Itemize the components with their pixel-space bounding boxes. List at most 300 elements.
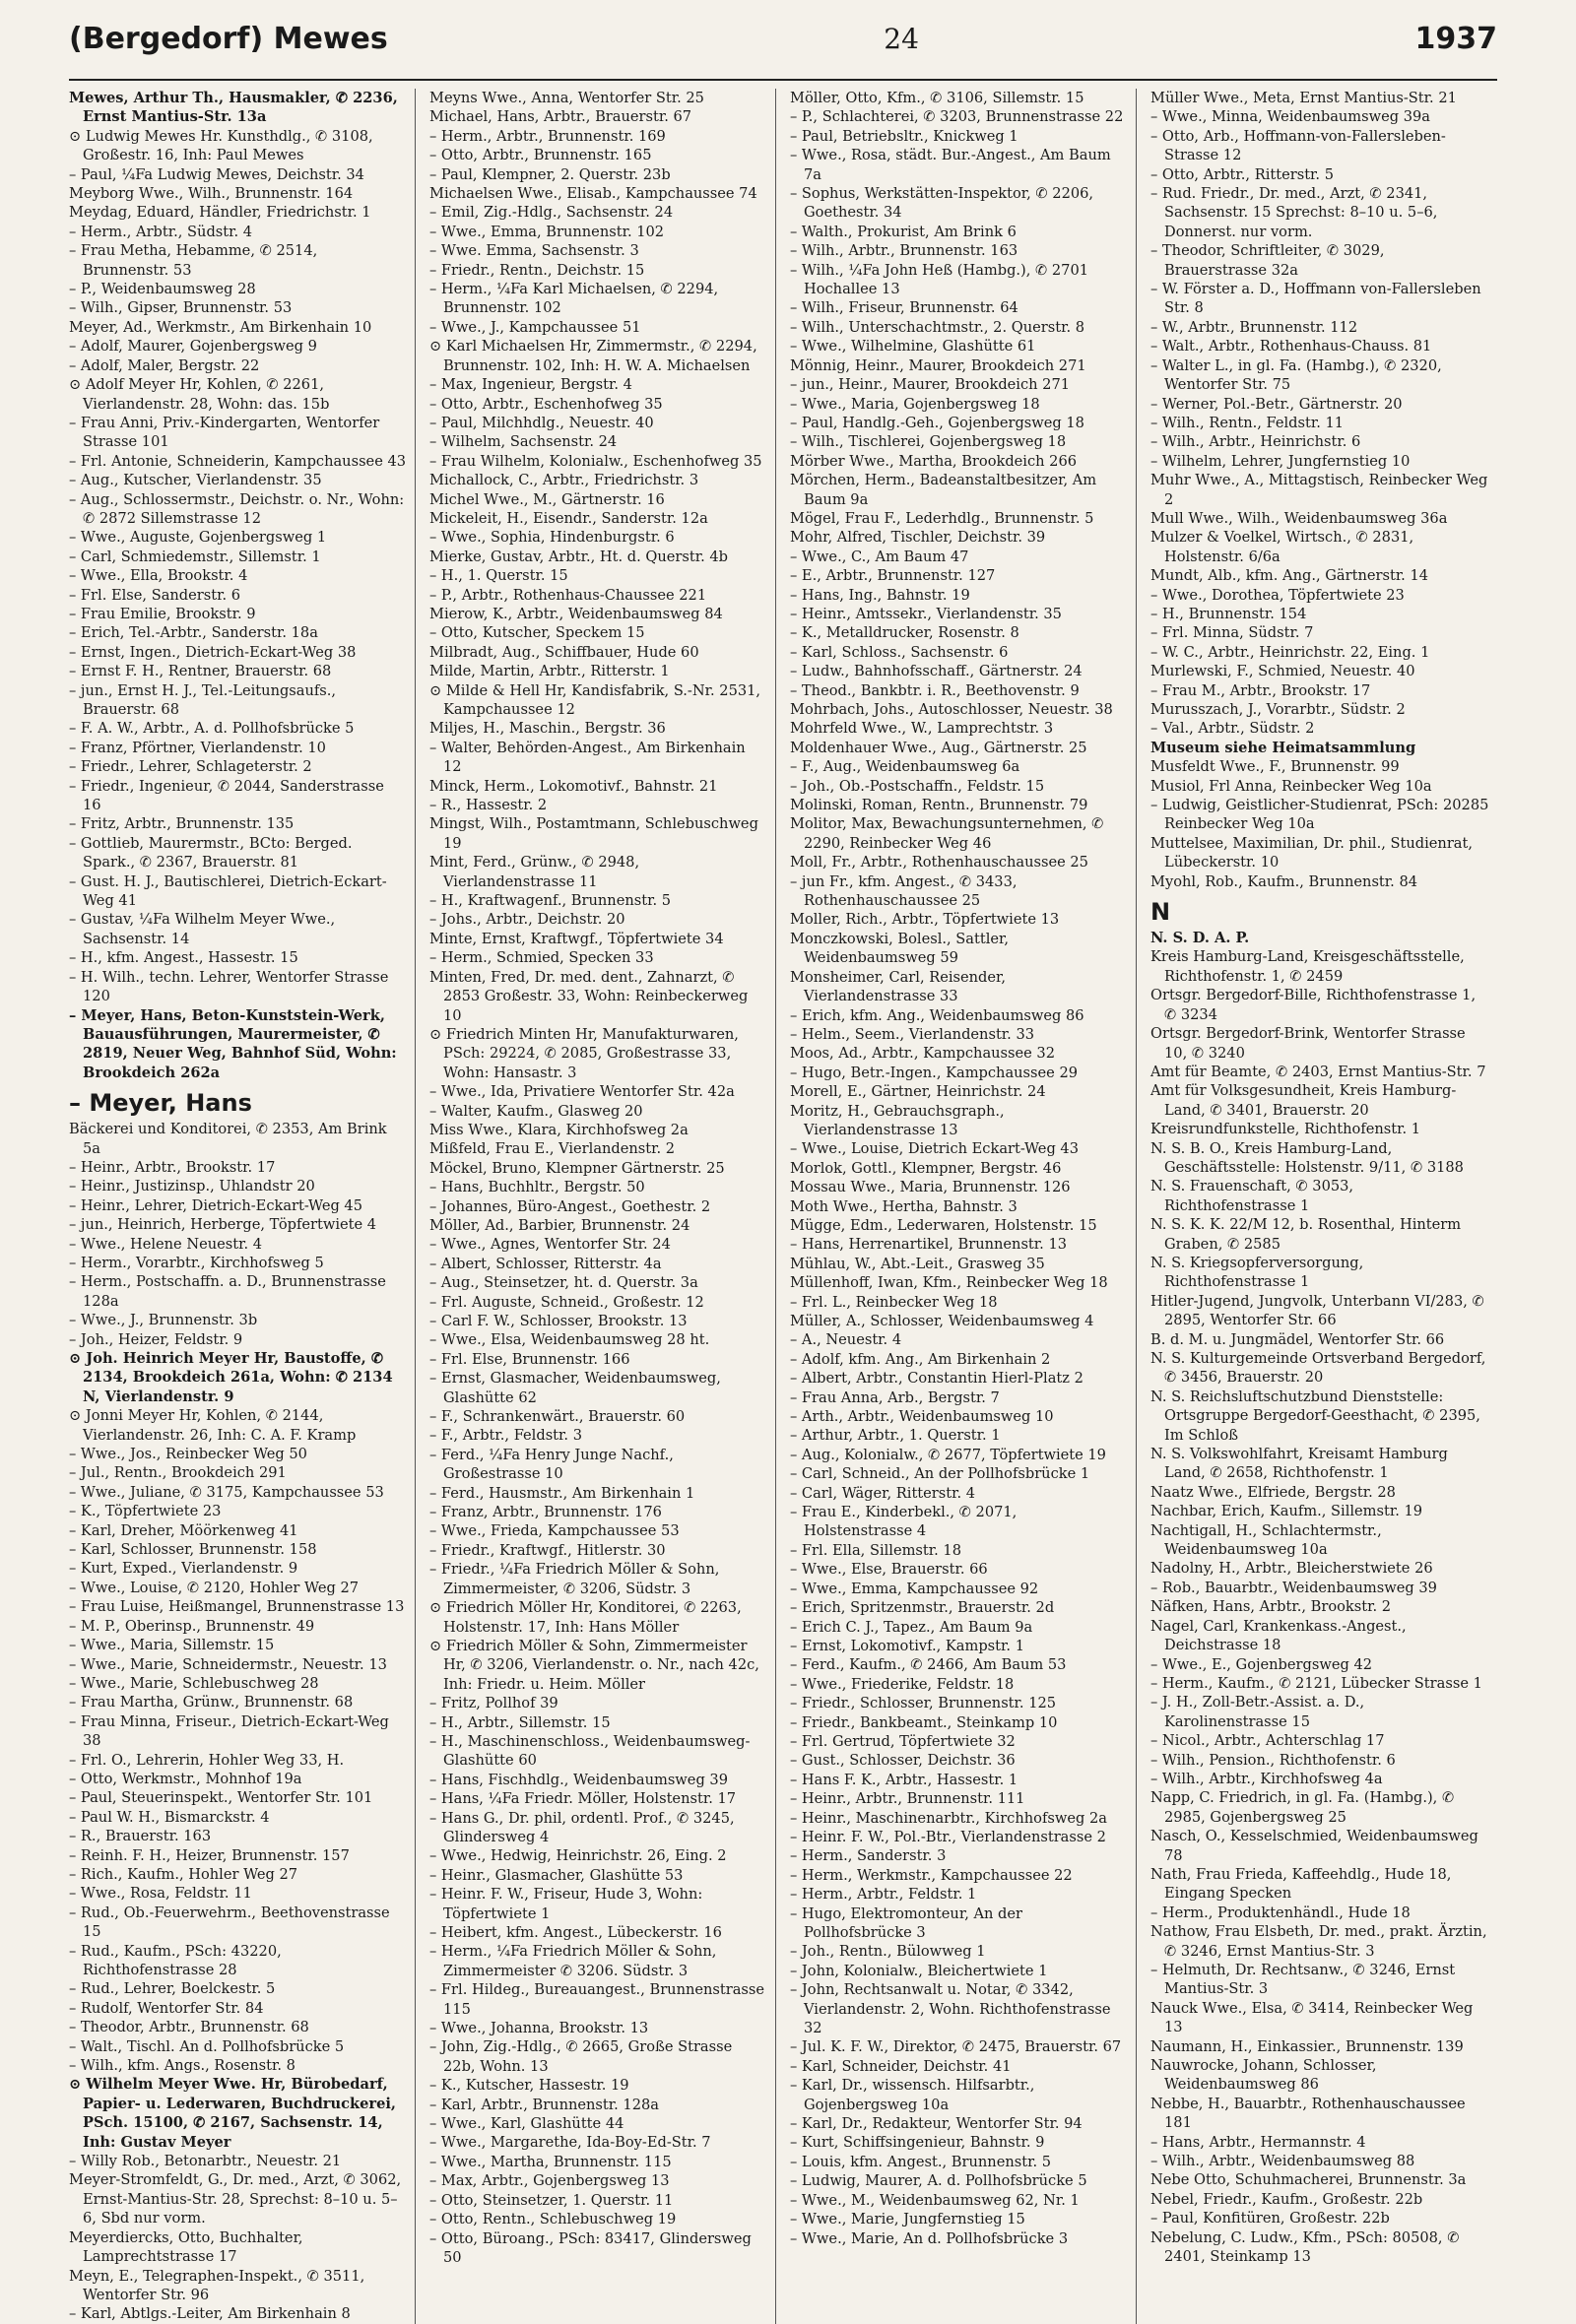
directory-entry: – H., kfm. Angest., Hassestr. 15 — [69, 949, 298, 967]
directory-entry: – Friedr., Ingenieur, ✆ 2044, Sanderstrasse 16 — [69, 777, 384, 814]
directory-entry: – K., Metalldrucker, Rosenstr. 8 — [790, 624, 1019, 642]
directory-entry: Mörber Wwe., Martha, Brookdeich 266 — [790, 452, 1078, 470]
directory-entry: Mierow, K., Arbtr., Weidenbaumsweg 84 — [429, 605, 723, 622]
directory-entry: – Heinr., Amtssekr., Vierlandenstr. 35 — [790, 605, 1062, 622]
column-4 — [1150, 89, 1497, 2324]
directory-entry: – Rud., Kaufm., PSch: 43220, Richthofenstrasse 28 — [69, 1942, 282, 1978]
directory-entry: – Herm., Postschaffn. a. D., Brunnenstrasse 128a — [69, 1273, 386, 1310]
directory-entry: – Hans, Fischhdlg., Weidenbaumsweg 39 — [429, 1771, 728, 1788]
directory-entry: Mühlau, W., Abt.-Leit., Grasweg 35 — [790, 1255, 1045, 1272]
directory-entry: – Joh., Ob.-Postschaffn., Feldstr. 15 — [790, 777, 1045, 795]
directory-entry: Moth Wwe., Hertha, Bahnstr. 3 — [790, 1197, 1018, 1215]
directory-entry: Monsheimer, Carl, Reisender, Vierlandenstrasse 33 — [790, 968, 1007, 1005]
directory-entry: Moll, Fr., Arbtr., Rothenhauschaussee 25 — [790, 854, 1088, 872]
directory-entry: – Wwe., Emma, Brunnenstr. 102 — [429, 223, 665, 240]
directory-entry: Möller, Otto, Kfm., ✆ 3106, Sillemstr. 15 — [790, 90, 1084, 106]
directory-entry: Moos, Ad., Arbtr., Kampchaussee 32 — [790, 1045, 1056, 1063]
directory-entry: – E., Arbtr., Brunnenstr. 127 — [790, 567, 996, 585]
directory-entry: Meyer-Stromfeldt, G., Dr. med., Arzt, ✆ 3062, Ernst-Mantius-Str. 28, Sprechst: 8–10 u. 5–6, Sbd nur vorm. — [69, 2171, 402, 2227]
directory-entry: – Paul W. H., Bismarckstr. 4 — [69, 1808, 270, 1826]
directory-entry: – Wwe., Hedwig, Heinrichstr. 26, Eing. 2 — [429, 1847, 727, 1865]
directory-entry: – Aug., Kutscher, Vierlandenstr. 35 — [69, 472, 322, 489]
directory-entry: – Wwe., Marie, An d. Pollhofsbrücke 3 — [790, 2229, 1069, 2247]
directory-entry: – H., Maschinenschloss., Weidenbaumsweg-Glashütte 60 — [429, 1732, 751, 1770]
directory-entry: – Erich C. J., Tapez., Am Baum 9a — [790, 1618, 1033, 1636]
directory-entry: Mulzer & Voelkel, Wirtsch., ✆ 2831, Holstenstr. 6/6a — [1150, 529, 1414, 565]
directory-entry: – Walter L., in gl. Fa. (Hambg.), ✆ 2320, Wentorfer Str. 75 — [1150, 356, 1442, 394]
directory-entry: – Frau Metha, Hebamme, ✆ 2514, Brunnenstr. 53 — [69, 242, 318, 279]
directory-entry: Amt für Beamte, ✆ 2403, Ernst Mantius-Str. 7 — [1150, 1063, 1486, 1080]
directory-entry: Mörchen, Herm., Badeanstaltbesitzer, Am Baum 9a — [790, 472, 1097, 508]
directory-entry: – Frau Anna, Arb., Bergstr. 7 — [790, 1388, 1000, 1406]
directory-entry: Miljes, H., Maschin., Bergstr. 36 — [429, 720, 666, 738]
directory-entry: Michel Wwe., M., Gärtnerstr. 16 — [429, 490, 665, 508]
directory-entry: – Meyer, Hans, Beton-Kunststein-Werk, Bauausführungen, Maurermeister, ✆ 2819, Neuer Weg, Bahnhof Süd, Wohn: Brookdeich 262a — [69, 1006, 397, 1081]
directory-entry: Murusszach, J., Vorarbtr., Südstr. 2 — [1150, 701, 1406, 718]
directory-entry: – Frl. Ella, Sillemstr. 18 — [790, 1541, 961, 1559]
directory-entry: – Wwe., Ella, Brookstr. 4 — [69, 567, 248, 585]
directory-entry: – Otto, Arbtr., Eschenhofweg 35 — [429, 395, 663, 413]
directory-entry: – Wwe., Else, Brauerstr. 66 — [790, 1561, 988, 1579]
directory-entry: – Friedr., Kraftwgf., Hitlerstr. 30 — [429, 1541, 666, 1559]
directory-entry: – H., Brunnenstr. 154 — [1150, 605, 1307, 622]
directory-entry: Naatz Wwe., Elfriede, Bergstr. 28 — [1150, 1483, 1396, 1501]
page-title: (Bergedorf) Mewes — [69, 22, 388, 56]
directory-entry: – Kurt, Schiffsingenieur, Bahnstr. 9 — [790, 2134, 1045, 2152]
directory-entry: – Wwe., Louise, Dietrich Eckart-Weg 43 — [790, 1140, 1079, 1158]
directory-entry: – Paul, Konfitüren, Großestr. 22b — [1150, 2210, 1390, 2227]
directory-entry: – Wwe., Margarethe, Ida-Boy-Ed-Str. 7 — [429, 2134, 711, 2152]
section-heading: N — [1150, 898, 1171, 927]
directory-entry: – P., Arbtr., Rothenhaus-Chaussee 221 — [429, 586, 707, 604]
directory-entry: – Frau Minna, Friseur., Dietrich-Eckart-Weg 38 — [69, 1712, 389, 1750]
directory-entry: – Heinr., Lehrer, Dietrich-Eckart-Weg 45 — [69, 1196, 363, 1214]
directory-entry: Michallock, C., Arbtr., Friedrichstr. 3 — [429, 472, 699, 489]
directory-entry: – Walt., Arbtr., Rothenhaus-Chauss. 81 — [1150, 338, 1432, 355]
directory-entry: Michael, Hans, Arbtr., Brauerstr. 67 — [429, 108, 692, 126]
directory-entry: Möller, Ad., Barbier, Brunnenstr. 24 — [429, 1216, 690, 1234]
directory-entry: – Adolf, Maler, Bergstr. 22 — [69, 356, 260, 374]
directory-entry: – Wwe., Minna, Weidenbaumsweg 39a — [1150, 108, 1431, 126]
directory-entry: Nauwrocke, Johann, Schlosser, Weidenbaumsweg 86 — [1150, 2057, 1377, 2094]
directory-entry: Nasch, O., Kesselschmied, Weidenbaumsweg 78 — [1150, 1828, 1478, 1864]
directory-entry: – Wwe., Marie, Schneidermstr., Neuestr. 13 — [69, 1655, 387, 1673]
directory-entry: – Frl. Hildeg., Bureauangest., Brunnenstrasse 115 — [429, 1981, 765, 2018]
directory-entry: – Herm., Arbtr., Feldstr. 1 — [790, 1886, 977, 1904]
directory-entry: – Ernst F. H., Rentner, Brauerstr. 68 — [69, 663, 332, 680]
directory-entry: – Herm., Sanderstr. 3 — [790, 1847, 947, 1865]
directory-entry: Mundt, Alb., kfm. Ang., Gärtnerstr. 14 — [1150, 567, 1429, 585]
directory-entry: – Wwe., E., Gojenbergsweg 42 — [1150, 1655, 1373, 1673]
directory-entry: ⊙ Friedrich Minten Hr, Manufakturwaren, PSch: 29224, ✆ 2085, Großestrasse 33, Wohn: Hansastr. 3 — [429, 1025, 739, 1081]
directory-entry: – Ernst, Glasmacher, Weidenbaumsweg, Glashütte 62 — [429, 1370, 721, 1406]
directory-entry: – Karl, Schloss., Sachsenstr. 6 — [790, 643, 1009, 661]
directory-entry: – Carl, Wäger, Ritterstr. 4 — [790, 1484, 976, 1502]
page-number: 24 — [884, 23, 919, 55]
directory-entry: – Frl. Else, Sanderstr. 6 — [69, 586, 241, 604]
directory-entry: Michaelsen Wwe., Elisab., Kampchaussee 74 — [429, 185, 757, 203]
directory-entry: – Hans, Herrenartikel, Brunnenstr. 13 — [790, 1236, 1068, 1254]
directory-entry: – Paul, Steuerinspekt., Wentorfer Str. 101 — [69, 1789, 373, 1807]
directory-entry: – H., Kraftwagenf., Brunnenstr. 5 — [429, 892, 672, 910]
directory-entry: – Wwe., Juliane, ✆ 3175, Kampchaussee 53 — [69, 1483, 384, 1501]
directory-entry: – F., Schrankenwärt., Brauerstr. 60 — [429, 1408, 686, 1426]
directory-entry: – F., Aug., Weidenbaumsweg 6a — [790, 758, 1020, 776]
directory-entry: Ortsgr. Bergedorf-Bille, Richthofenstrasse 1, ✆ 3234 — [1150, 987, 1477, 1023]
directory-entry: Mierke, Gustav, Arbtr., Ht. d. Querstr. 4b — [429, 548, 728, 565]
directory-entry: Meyer, Ad., Werkmstr., Am Birkenhain 10 — [69, 318, 372, 336]
directory-entry: – Theodor, Schriftleiter, ✆ 3029, Brauerstrasse 32a — [1150, 242, 1385, 279]
directory-entry: – Adolf, kfm. Ang., Am Birkenhain 2 — [790, 1350, 1051, 1368]
directory-entry: Möckel, Bruno, Klempner Gärtnerstr. 25 — [429, 1159, 725, 1177]
directory-entry: – Frau Anni, Priv.-Kindergarten, Wentorfer Strasse 101 — [69, 414, 380, 451]
directory-entry: – Heibert, kfm. Angest., Lübeckerstr. 16 — [429, 1924, 722, 1941]
directory-entry: Kreisrundfunkstelle, Richthofenstr. 1 — [1150, 1121, 1421, 1138]
directory-entry: – Erich, Spritzenmstr., Brauerstr. 2d — [790, 1599, 1055, 1617]
directory-entry: – Karl, Abtlgs.-Leiter, Am Birkenhain 8 — [69, 2305, 351, 2323]
directory-entry: – W. C., Arbtr., Heinrichstr. 22, Eing. 1 — [1150, 643, 1430, 661]
directory-entry: – H., Arbtr., Sillemstr. 15 — [429, 1713, 611, 1731]
directory-entry: Meydag, Eduard, Händler, Friedrichstr. 1 — [69, 204, 371, 222]
directory-entry: – Wwe., Agnes, Wentorfer Str. 24 — [429, 1236, 671, 1254]
directory-entry: ⊙ Milde & Hell Hr, Kandisfabrik, S.-Nr. 2531, Kampchaussee 12 — [429, 681, 761, 718]
directory-entry: Mewes, Arthur Th., Hausmakler, ✆ 2236, Ernst Mantius-Str. 13a — [69, 90, 398, 126]
directory-entry: N. S. Reichsluftschutzbund Dienststelle: Ortsgruppe Bergedorf-Geesthacht, ✆ 2395, Im Schloß — [1150, 1388, 1480, 1444]
directory-entry: – Wwe., Karl, Glashütte 44 — [429, 2115, 624, 2133]
directory-entry: – Frl. O., Lehrerin, Hohler Weg 33, H. — [69, 1751, 345, 1769]
directory-entry: – Wwe., Rosa, Feldstr. 11 — [69, 1885, 252, 1903]
directory-entry: – H. Wilh., techn. Lehrer, Wentorfer Strasse 120 — [69, 968, 389, 1005]
directory-entry: – Frau Luise, Heißmangel, Brunnenstrasse 13 — [69, 1598, 405, 1616]
directory-entry: – Otto, Werkmstr., Mohnhof 19a — [69, 1770, 302, 1787]
directory-entry: – Kurt, Exped., Vierlandenstr. 9 — [69, 1560, 298, 1578]
directory-entry: – Rud. Friedr., Dr. med., Arzt, ✆ 2341, Sachsenstr. 15 Sprechst: 8–10 u. 5–6, Donnerst. nur vorm. — [1150, 185, 1438, 240]
directory-entry: – Carl, Schneid., An der Pollhofsbrücke 1 — [790, 1465, 1090, 1483]
directory-entry: – Aug., Kolonialw., ✆ 2677, Töpfertwiete 19 — [790, 1446, 1106, 1463]
directory-entry: Nagel, Carl, Krankenkass.-Angest., Deichstrasse 18 — [1150, 1617, 1407, 1654]
directory-entry: – Wwe., J., Kampchaussee 51 — [429, 318, 641, 336]
directory-entry: Bäckerei und Konditorei, ✆ 2353, Am Brink 5a — [69, 1121, 387, 1157]
directory-entry: – Wwe., Helene Neuestr. 4 — [69, 1235, 263, 1253]
directory-entry: – Friedr., Rentn., Deichstr. 15 — [429, 261, 645, 279]
directory-entry: Müller Wwe., Meta, Ernst Mantius-Str. 21 — [1150, 90, 1457, 106]
directory-entry: – Friedr., Schlosser, Brunnenstr. 125 — [790, 1695, 1057, 1712]
directory-entry: – Albert, Schlosser, Ritterstr. 4a — [429, 1255, 662, 1272]
directory-entry: – Otto, Steinsetzer, 1. Querstr. 11 — [429, 2191, 674, 2209]
directory-entry: – Frl. Antonie, Schneiderin, Kampchaussee 43 — [69, 452, 407, 470]
directory-entry: – Emil, Zig.-Hdlg., Sachsenstr. 24 — [429, 204, 674, 222]
directory-entry: – Fritz, Arbtr., Brunnenstr. 135 — [69, 815, 295, 833]
directory-entry: – H., 1. Querstr. 15 — [429, 567, 568, 585]
directory-entry: – John, Kolonialw., Bleichertwiete 1 — [790, 1962, 1048, 1979]
directory-entry: – Heinr., Arbtr., Brunnenstr. 111 — [790, 1790, 1025, 1808]
directory-entry: – Otto, Büroang., PSch: 83417, Glindersweg 50 — [429, 2229, 752, 2266]
directory-entry: Meyn, E., Telegraphen-Inspekt., ✆ 3511, Wentorfer Str. 96 — [69, 2267, 365, 2303]
directory-entry: ⊙ Ludwig Mewes Hr. Kunsthdlg., ✆ 3108, Großestr. 16, Inh: Paul Mewes — [69, 127, 373, 164]
directory-entry: ⊙ Adolf Meyer Hr, Kohlen, ✆ 2261, Vierlandenstr. 28, Wohn: das. 15b — [69, 376, 330, 413]
directory-entry: – Wwe., Friederike, Feldstr. 18 — [790, 1675, 1015, 1693]
directory-entry: – Wwe., Marie, Schlebuschweg 28 — [69, 1674, 319, 1692]
directory-entry: – Willy Rob., Betonarbtr., Neuestr. 21 — [69, 2153, 342, 2170]
directory-entry: – Wwe., C., Am Baum 47 — [790, 548, 969, 565]
directory-entry: – Fritz, Pollhof 39 — [429, 1695, 558, 1712]
section-heading: – Meyer, Hans — [69, 1089, 252, 1118]
directory-entry: – Hugo, Elektromonteur, An der Pollhofsbrücke 3 — [790, 1904, 1023, 1941]
directory-entry: – Wilh., Tischlerei, Gojenbergsweg 18 — [790, 433, 1067, 451]
directory-entry: – Hans, Arbtr., Hermannstr. 4 — [1150, 2133, 1366, 2151]
directory-entry: – Ludw., Bahnhofsschaff., Gärtnerstr. 24 — [790, 663, 1083, 680]
directory-entry: Minten, Fred, Dr. med. dent., Zahnarzt, ✆ 2853 Großestr. 33, Wohn: Reinbeckerweg 10 — [429, 968, 749, 1024]
directory-entry: – jun., Ernst H. J., Tel.-Leitungsaufs., Brauerstr. 68 — [69, 681, 337, 718]
directory-entry: – Herm., Schmied, Specken 33 — [429, 949, 654, 967]
directory-entry: – Wwe., Jos., Reinbecker Weg 50 — [69, 1446, 307, 1463]
directory-entry: – Wilh., Gipser, Brunnenstr. 53 — [69, 299, 293, 317]
directory-entry: – Frl. Else, Brunnenstr. 166 — [429, 1350, 630, 1368]
directory-entry: N. S. B. O., Kreis Hamburg-Land, Geschäftsstelle: Holstenstr. 9/11, ✆ 3188 — [1150, 1139, 1464, 1176]
directory-entry: Hitler-Jugend, Jungvolk, Unterbann VI/283, ✆ 2895, Wentorfer Str. 66 — [1150, 1292, 1484, 1329]
directory-entry: ⊙ Jonni Meyer Hr, Kohlen, ✆ 2144, Vierlandenstr. 26, Inh: C. A. F. Kramp — [69, 1407, 357, 1444]
directory-entry: – Karl, Arbtr., Brunnenstr. 128a — [429, 2096, 659, 2113]
directory-entry: – Rudolf, Wentorfer Str. 84 — [69, 1999, 264, 2017]
directory-entry: – Aug., Schlossermstr., Deichstr. o. Nr., Wohn: ✆ 2872 Sillemstrasse 12 — [69, 490, 405, 527]
directory-entry: Meyborg Wwe., Wilh., Brunnenstr. 164 — [69, 185, 354, 203]
directory-entry: – Werner, Pol.-Betr., Gärtnerstr. 20 — [1150, 395, 1403, 413]
directory-entry: – John, Rechtsanwalt u. Notar, ✆ 3342, Vierlandenstr. 2, Wohn. Richthofenstrasse 32 — [790, 1981, 1111, 2037]
directory-entry: – Wwe., Auguste, Gojenbergsweg 1 — [69, 529, 327, 547]
directory-entry: – Hugo, Betr.-Ingen., Kampchaussee 29 — [790, 1064, 1079, 1081]
directory-entry: – Paul, Handlg.-Geh., Gojenbergsweg 18 — [790, 414, 1084, 431]
directory-entry: – Herm., Arbtr., Brunnenstr. 169 — [429, 127, 666, 145]
directory-entry: – P., Weidenbaumsweg 28 — [69, 281, 256, 298]
directory-entry: – Wilhelm, Lehrer, Jungfernstieg 10 — [1150, 452, 1411, 470]
directory-entry: – Wwe., Sophia, Hindenburgstr. 6 — [429, 529, 675, 547]
directory-entry: – Hans, Ing., Bahnstr. 19 — [790, 586, 970, 604]
directory-entry: – Johannes, Büro-Angest., Goethestr. 2 — [429, 1197, 711, 1215]
directory-entry: – Karl, Dr., wissensch. Hilfsarbtr., Gojenbergsweg 10a — [790, 2077, 1035, 2113]
directory-entry: – Heinr. F. W., Friseur, Hude 3, Wohn: Töpfertwiete 1 — [429, 1886, 703, 1922]
directory-entry: – Heinr. F. W., Pol.-Btr., Vierlandenstrasse 2 — [790, 1828, 1106, 1845]
directory-entry: – Karl, Schlosser, Brunnenstr. 158 — [69, 1541, 317, 1559]
directory-entry: Nebe Otto, Schuhmacherei, Brunnenstr. 3a — [1150, 2171, 1467, 2189]
directory-entry: Muhr Wwe., A., Mittagstisch, Reinbecker Weg 2 — [1150, 472, 1488, 508]
directory-entry: Moldenhauer Wwe., Aug., Gärtnerstr. 25 — [790, 739, 1087, 756]
directory-entry: Ortsgr. Bergedorf-Brink, Wentorfer Strasse 10, ✆ 3240 — [1150, 1025, 1466, 1062]
directory-entry: – P., Schlachterei, ✆ 3203, Brunnenstrasse 22 — [790, 108, 1124, 126]
directory-entry: – Herm., Kaufm., ✆ 2121, Lübecker Strasse 1 — [1150, 1674, 1482, 1692]
directory-entry: – Wwe., Dorothea, Töpfertwiete 23 — [1150, 586, 1405, 604]
directory-entry: Murlewski, F., Schmied, Neuestr. 40 — [1150, 663, 1415, 680]
directory-entry: – Albert, Arbtr., Constantin Hierl-Platz 2 — [790, 1370, 1084, 1388]
directory-entry: – K., Töpfertwiete 23 — [69, 1503, 222, 1520]
directory-entry: – Ernst, Ingen., Dietrich-Eckart-Weg 38 — [69, 643, 357, 661]
directory-entry: Moritz, H., Gebrauchsgraph., Vierlandenstrasse 13 — [790, 1102, 1005, 1138]
directory-entry: – Wilh., kfm. Angs., Rosenstr. 8 — [69, 2057, 296, 2075]
directory-entry: – Gust., Schlosser, Deichstr. 36 — [790, 1752, 1016, 1770]
directory-entry: Mingst, Wilh., Postamtmann, Schlebuschweg 19 — [429, 815, 758, 852]
directory-entry: – Hans G., Dr. phil, ordentl. Prof., ✆ 3245, Glindersweg 4 — [429, 1809, 735, 1845]
directory-entry: Muttelsee, Maximilian, Dr. phil., Studienrat, Lübeckerstr. 10 — [1150, 834, 1474, 872]
directory-entry: – Paul, ¼Fa Ludwig Mewes, Deichstr. 34 — [69, 165, 364, 183]
directory-entry: – Wwe., Elsa, Weidenbaumsweg 28 ht. — [429, 1331, 710, 1349]
directory-entry: – Franz, Pförtner, Vierlandenstr. 10 — [69, 739, 326, 756]
directory-entry: – Walt., Tischl. An d. Pollhofsbrücke 5 — [69, 2037, 345, 2055]
directory-entry: – Theod., Bankbtr. i. R., Beethovenstr. 9 — [790, 681, 1080, 699]
directory-entry: – Johs., Arbtr., Deichstr. 20 — [429, 911, 625, 929]
directory-entry: – Herm., Arbtr., Südstr. 4 — [69, 223, 253, 240]
directory-entry: Mickeleit, H., Eisendr., Sanderstr. 12a — [429, 509, 708, 527]
directory-entry: – Herm., Produktenhändl., Hude 18 — [1150, 1904, 1411, 1921]
directory-entry: Nebelung, C. Ludw., Kfm., PSch: 80508, ✆ 2401, Steinkamp 13 — [1150, 2228, 1460, 2266]
directory-entry: – F. A. W., Arbtr., A. d. Pollhofsbrücke 5 — [69, 720, 355, 738]
directory-entry: Mull Wwe., Wilh., Weidenbaumsweg 36a — [1150, 509, 1448, 527]
directory-entry: Nauck Wwe., Elsa, ✆ 3414, Reinbecker Weg 13 — [1150, 1999, 1474, 2036]
directory-entry: – Hans, ¼Fa Friedr. Möller, Holstenstr. 17 — [429, 1790, 737, 1808]
directory-entry: ⊙ Wilhelm Meyer Wwe. Hr, Bürobedarf, Papier- u. Lederwaren, Buchdruckerei, PSch. 15100, ✆ 2167, Sachsenstr. 14, Inh: Gustav Meyer — [69, 2076, 396, 2151]
directory-entry: – K., Kutscher, Hassestr. 19 — [429, 2077, 629, 2095]
directory-entry: – Wwe., Emma, Kampchaussee 92 — [790, 1580, 1039, 1597]
directory-entry: – Wwe., Louise, ✆ 2120, Hohler Weg 27 — [69, 1579, 360, 1596]
directory-entry: – Paul, Betriebsltr., Knickweg 1 — [790, 127, 1018, 145]
column-2 — [429, 89, 776, 2324]
directory-entry: – Ernst, Lokomotivf., Kampstr. 1 — [790, 1637, 1024, 1654]
directory-entry: – Heinr., Arbtr., Brookstr. 17 — [69, 1158, 276, 1176]
directory-entry: – Walth., Prokurist, Am Brink 6 — [790, 223, 1017, 240]
directory-entry: – Ludwig, Maurer, A. d. Pollhofsbrücke 5 — [790, 2172, 1087, 2190]
directory-entry: – Gustav, ¼Fa Wilhelm Meyer Wwe., Sachsenstr. 14 — [69, 911, 336, 947]
directory-entry: – Rud., Lehrer, Boelckestr. 5 — [69, 1980, 276, 1998]
directory-entry: ⊙ Friedrich Möller Hr, Konditorei, ✆ 2263, Holstenstr. 17, Inh: Hans Möller — [429, 1599, 742, 1636]
directory-entry: – Karl, Dreher, Möörkenweg 41 — [69, 1521, 298, 1539]
directory-entry: – Wilh., Arbtr., Weidenbaumsweg 88 — [1150, 2153, 1415, 2170]
directory-entry: – Jul., Rentn., Brookdeich 291 — [69, 1464, 287, 1482]
directory-entry: – R., Brauerstr. 163 — [69, 1828, 212, 1845]
directory-entry: – Gottlieb, Maurermstr., BCto: Berged. Spark., ✆ 2367, Brauerstr. 81 — [69, 834, 353, 872]
directory-entry: – A., Neuestr. 4 — [790, 1331, 902, 1349]
directory-entry: – Ferd., Kaufm., ✆ 2466, Am Baum 53 — [790, 1656, 1067, 1674]
directory-entry: Mügge, Edm., Lederwaren, Holstenstr. 15 — [790, 1216, 1097, 1234]
directory-columns — [69, 89, 1497, 2323]
directory-entry: ⊙ Karl Michaelsen Hr, Zimmermstr., ✆ 2294, Brunnenstr. 102, Inh: H. W. A. Michaelsen — [429, 338, 757, 374]
directory-entry: Milbradt, Aug., Schiffbauer, Hude 60 — [429, 643, 699, 661]
directory-entry: – Friedr., Lehrer, Schlageterstr. 2 — [69, 758, 312, 776]
directory-entry: – Rich., Kaufm., Hohler Weg 27 — [69, 1865, 298, 1883]
directory-entry: – Friedr., Bankbeamt., Steinkamp 10 — [790, 1713, 1058, 1731]
directory-entry: – Frl. L., Reinbecker Weg 18 — [790, 1293, 998, 1311]
directory-entry: – Otto, Rentn., Schlebuschweg 19 — [429, 2211, 677, 2228]
directory-entry: – John, Zig.-Hdlg., ✆ 2665, Große Strasse 22b, Wohn. 13 — [429, 2038, 733, 2075]
directory-entry: – Paul, Milchhdlg., Neuestr. 40 — [429, 414, 654, 431]
directory-entry: – Wilh., Arbtr., Heinrichstr. 6 — [1150, 433, 1361, 451]
directory-entry: – Wwe., Maria, Gojenbergsweg 18 — [790, 395, 1040, 413]
directory-entry: Mohr, Alfred, Tischler, Deichstr. 39 — [790, 529, 1046, 547]
directory-entry: – Karl, Schneider, Deichstr. 41 — [790, 2057, 1012, 2075]
directory-entry: Molitor, Max, Bewachungsunternehmen, ✆ 2290, Reinbecker Weg 46 — [790, 815, 1104, 852]
directory-entry: – Karl, Dr., Redakteur, Wentorfer Str. 94 — [790, 2115, 1083, 2133]
directory-entry: – Ferd., Hausmstr., Am Birkenhain 1 — [429, 1484, 695, 1502]
directory-entry: – Wilh., Pension., Richthofenstr. 6 — [1150, 1751, 1396, 1769]
directory-entry: Nadolny, H., Arbtr., Bleicherstwiete 26 — [1150, 1560, 1433, 1578]
directory-entry: – Joh., Heizer, Feldstr. 9 — [69, 1330, 243, 1348]
directory-entry: – Wwe., M., Weidenbaumsweg 62, Nr. 1 — [790, 2191, 1080, 2209]
page-year: 1937 — [1414, 22, 1497, 56]
directory-entry: – Reinh. F. H., Heizer, Brunnenstr. 157 — [69, 1846, 350, 1864]
directory-entry: – Frl. Gertrud, Töpfertwiete 32 — [790, 1732, 1016, 1750]
directory-entry: Müller, A., Schlosser, Weidenbaumsweg 4 — [790, 1313, 1094, 1329]
directory-entry: – Hans, Buchhltr., Bergstr. 50 — [429, 1179, 645, 1196]
directory-entry: – Arth., Arbtr., Weidenbaumsweg 10 — [790, 1408, 1054, 1426]
directory-entry: – Wwe., Marie, Jungfernstieg 15 — [790, 2211, 1025, 2228]
directory-entry: – Wwe., J., Brunnenstr. 3b — [69, 1312, 258, 1329]
directory-entry: – Wwe. Emma, Sachsenstr. 3 — [429, 242, 639, 260]
directory-entry: – Ludwig, Geistlicher-Studienrat, PSch: 20285 Reinbecker Weg 10a — [1150, 797, 1489, 833]
directory-entry: – Wilhelm, Sachsenstr. 24 — [429, 433, 618, 451]
directory-entry: Musiol, Frl Anna, Reinbecker Weg 10a — [1150, 777, 1432, 795]
directory-entry: – jun Fr., kfm. Angest., ✆ 3433, Rothenhauschaussee 25 — [790, 872, 1018, 910]
directory-entry: – Walter, Behörden-Angest., Am Birkenhain 12 — [429, 739, 746, 776]
directory-entry: Amt für Volksgesundheit, Kreis Hamburg-Land, ✆ 3401, Brauerstr. 20 — [1150, 1082, 1457, 1119]
directory-entry: – Wilh., Unterschachtmstr., 2. Querstr. 8 — [790, 318, 1085, 336]
directory-entry: – Frau M., Arbtr., Brookstr. 17 — [1150, 681, 1371, 699]
directory-entry: Minck, Herm., Lokomotivf., Bahnstr. 21 — [429, 777, 718, 795]
directory-entry: – W., Arbtr., Brunnenstr. 112 — [1150, 318, 1358, 336]
directory-entry: – Wwe., Ida, Privatiere Wentorfer Str. 42a — [429, 1083, 735, 1101]
directory-entry: – Erich, kfm. Ang., Weidenbaumsweg 86 — [790, 1006, 1084, 1024]
directory-entry: Meyns Wwe., Anna, Wentorfer Str. 25 — [429, 90, 704, 106]
directory-entry: – Frl. Auguste, Schneid., Großestr. 12 — [429, 1293, 704, 1311]
directory-entry: N. S. Kulturgemeinde Ortsverband Bergedorf, ✆ 3456, Brauerstr. 20 — [1150, 1350, 1486, 1387]
directory-entry: ⊙ Friedrich Möller & Sohn, Zimmermeister Hr, ✆ 3206, Vierlandenstr. o. Nr., nach 42c, Inh: Friedr. u. Heim. Möller — [429, 1637, 759, 1693]
directory-entry: – Joh., Rentn., Bülowweg 1 — [790, 1943, 986, 1961]
directory-entry: – Ferd., ¼Fa Henry Junge Nachf., Großestrasse 10 — [429, 1446, 674, 1483]
directory-entry: N. S. Frauenschaft, ✆ 3053, Richthofenstrasse 1 — [1150, 1178, 1354, 1214]
directory-entry: – Rud., Ob.-Feuerwehrm., Beethovenstrasse 15 — [69, 1904, 390, 1941]
directory-entry: – Sophus, Werkstätten-Inspektor, ✆ 2206, Goethestr. 34 — [790, 185, 1094, 222]
directory-entry: Napp, C. Friedrich, in gl. Fa. (Hambg.), ✆ 2985, Gojenbergsweg 25 — [1150, 1789, 1455, 1826]
directory-entry: – Carl F. W., Schlosser, Brookstr. 13 — [429, 1313, 688, 1329]
directory-entry: – Wilh., Arbtr., Kirchhofsweg 4a — [1150, 1770, 1383, 1787]
directory-entry: – Louis, kfm. Angest., Brunnenstr. 5 — [790, 2153, 1052, 2170]
directory-entry: Nebbe, H., Bauarbtr., Rothenhauschaussee 181 — [1150, 2095, 1466, 2132]
directory-entry: – Herm., ¼Fa Friedrich Möller & Sohn, Zimmermeister ✆ 3206. Südstr. 3 — [429, 1943, 717, 1979]
directory-entry: – F., Arbtr., Feldstr. 3 — [429, 1427, 582, 1445]
directory-entry: Meyerdiercks, Otto, Buchhalter, Lamprechtstrasse 17 — [69, 2228, 303, 2266]
directory-entry: – Otto, Arbtr., Ritterstr. 5 — [1150, 165, 1334, 183]
directory-page — [69, 22, 1497, 2323]
directory-entry: – Nicol., Arbtr., Achterschlag 17 — [1150, 1732, 1385, 1750]
directory-entry: Mohrbach, Johs., Autoschlosser, Neuestr. 38 — [790, 701, 1113, 718]
directory-entry: Monczkowski, Bolesl., Sattler, Weidenbaumsweg 59 — [790, 930, 1010, 967]
directory-entry: N. S. Kriegsopferversorgung, Richthofenstrasse 1 — [1150, 1254, 1364, 1291]
directory-entry: Nathow, Frau Elsbeth, Dr. med., prakt. Ärztin, ✆ 3246, Ernst Mantius-Str. 3 — [1150, 1923, 1487, 1960]
directory-entry: – J. H., Zoll-Betr.-Assist. a. D., Karolinenstrasse 15 — [1150, 1694, 1365, 1730]
directory-entry: Milde, Martin, Arbtr., Ritterstr. 1 — [429, 663, 670, 680]
directory-entry: – Friedr., ¼Fa Friedrich Möller & Sohn, Zimmermeister, ✆ 3206, Südstr. 3 — [429, 1561, 720, 1597]
directory-entry: – Wilh., ¼Fa John Heß (Hambg.), ✆ 2701 Hochallee 13 — [790, 261, 1089, 298]
directory-entry: Musfeldt Wwe., F., Brunnenstr. 99 — [1150, 758, 1400, 776]
directory-entry: Nachbar, Erich, Kaufm., Sillemstr. 19 — [1150, 1503, 1423, 1520]
directory-entry: Kreis Hamburg-Land, Kreisgeschäftsstelle, Richthofenstr. 1, ✆ 2459 — [1150, 948, 1465, 985]
directory-entry: Müllenhoff, Iwan, Kfm., Reinbecker Weg 18 — [790, 1274, 1108, 1292]
directory-entry: Nachtigall, H., Schlachtermstr., Weidenbaumsweg 10a — [1150, 1521, 1382, 1559]
directory-entry: Nebel, Friedr., Kaufm., Großestr. 22b — [1150, 2190, 1423, 2208]
directory-entry: – Herm., ¼Fa Karl Michaelsen, ✆ 2294, Brunnenstr. 102 — [429, 281, 719, 317]
directory-entry: – Franz, Arbtr., Brunnenstr. 176 — [429, 1504, 662, 1521]
directory-entry: – Gust. H. J., Bautischlerei, Dietrich-Eckart-Weg 41 — [69, 872, 387, 910]
directory-entry: – Max, Arbtr., Gojenbergsweg 13 — [429, 2172, 670, 2190]
directory-entry: – jun., Heinr., Maurer, Brookdeich 271 — [790, 376, 1071, 394]
directory-entry: – Arthur, Arbtr., 1. Querstr. 1 — [790, 1427, 1001, 1445]
directory-entry: – Heinr., Justizinsp., Uhlandstr 20 — [69, 1178, 315, 1195]
